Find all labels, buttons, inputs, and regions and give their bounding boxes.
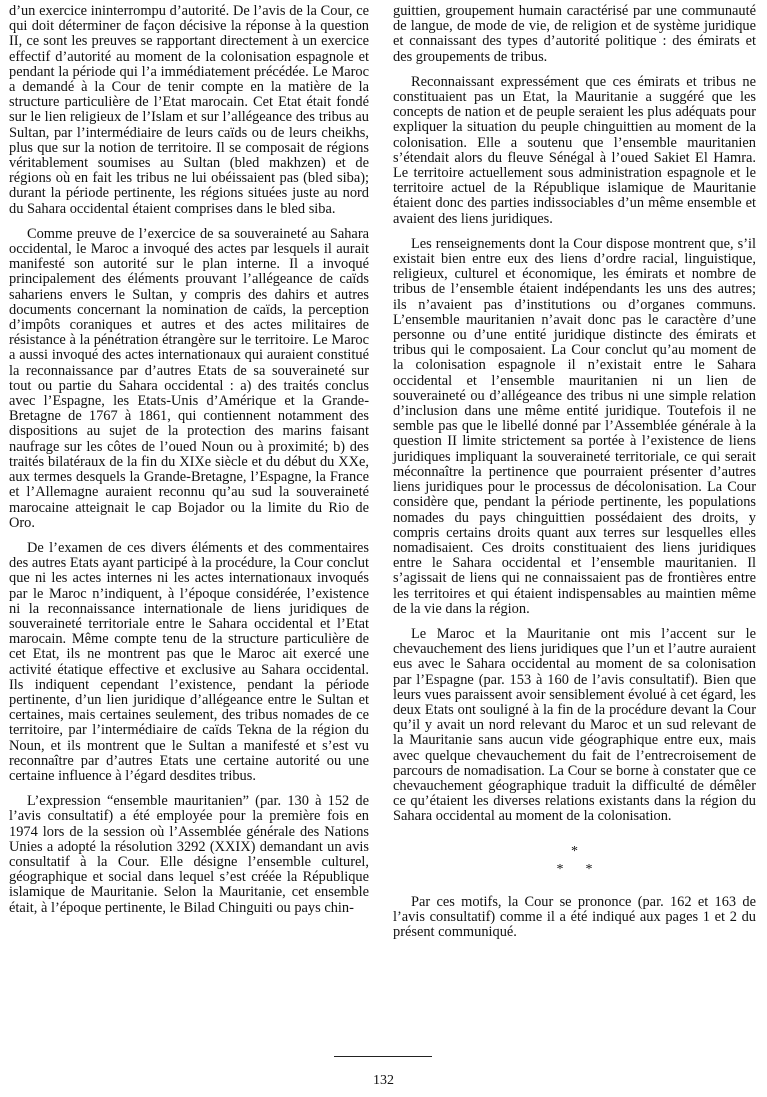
paragraph: De l’examen de ces divers éléments et des commentaires des autres Etats ayant participé à la procédure, la Cour conclut que ni les actes internes ni les actes internationaux invoqués par le Maroc n’indiquent, à l’époque considérée, l’existence ni la reconnaissance internationale de liens juridiques de souveraineté territoriale entre le Sahara occidental et l’Etat marocain. Même compte tenu de la structure particulière de cet Etat, ils ne montrent pas que le Maroc ait exercé une activité étatique effective et exclusive au Sahara occidental. Ils indiquent cependant l’existence, pendant la période pertinente, d’un lien juridique d’allégeance entre le Sultan et certaines, mais certaines seulement, des tribus nomades de ce territoire, par l’intermédiaire de caïds Tekna de la région du Noun, et ils montrent que le Sultan a manifesté et s’est vu reconnaître par d’autres Etats une certaine autorité ou une certaine influence à l’égard desdites tribus. xyxy=(9,539,369,784)
section-separator-asterism xyxy=(393,845,756,877)
asterism-pair: ** xyxy=(556,861,615,877)
right-text-column xyxy=(393,4,756,950)
footer-rule xyxy=(334,1056,432,1057)
paragraph: Le Maroc et la Mauritanie ont mis l’accent sur le chevauchement des liens juridiques que l’un et l’autre auraient eus avec le Sahara occidental au moment de sa colonisation par l’Espagne (par. 153 à 160 de l’avis consultatif). Bien que leurs vues paraissent avoir sensiblement évolué à cet égard, les deux Etats ont souligné à la fin de la procédure devant la Cour qu’il y avait un nord relevant du Maroc et un sud relevant de la Mauritanie sans aucun vide géographique entre eux, mais avec quelque chevauchement du fait de l’entrecroisement de parcours de nomadisation. La Cour se borne à constater que ce chevauchement géographique traduit la difficulté de démêler ce qu’étaient les diverses relations existants dans la région du Sahara occidental au moment de la colonisation. xyxy=(393,625,756,825)
asterism-top: * xyxy=(571,843,578,859)
paragraph: Les renseignements dont la Cour dispose montrent que, s’il existait bien entre eux des liens d’ordre racial, linguistique, religieux, culturel et économique, les émirats et nombre de tribus de l’ensemble étaient indépendants les uns des autres; ils n’avaient pas d’institutions ou d’organes communs. L’ensemble mauritanien n’avait donc pas le caractère d’une personne ou d’une entité juridique distincte des émirats et tribus qui le composaient. La Cour conclut qu’au moment de la colonisation espagnole il n’existait entre le Sahara occidental et l’ensemble mauritanien ni un lien de souveraineté ou d’allégeance des tribus ni une simple relation d’inclusion dans une même entité juridique. Toutefois il ne semble pas que le libellé donné par l’Assemblée générale à la question II limite strictement sa portée à l’existence de liens juridiques impliquant la souveraineté territoriale, ce qui serait méconnaître la pertinence que pourraient présenter d’autres liens juridiques pour le processus de décolonisation. La Cour considère que, pendant la période pertinente, les populations nomades du pays chinguittien possédaient des droits, y compris certains droits quant aux terres sur lesquelles elles nomadisaient. Ces droits constituaient des liens juridiques entre le Sahara occidental et l’ensemble mauritanien. Il s’agissait de liens qui ne connaissaient pas de frontières entre les territoires et qui étaient indispensables au maintien même de la vie dans la région. xyxy=(393,235,756,617)
paragraph: L’expression “ensemble mauritanien” (par. 130 à 152 de l’avis consultatif) a été employée pour la première fois en 1974 lors de la session où l’Assemblée générale des Nations Unies a adopté la résolution 3292 (XXIX) demandant un avis consultatif à la Cour. Elle désigne l’ensemble culturel, géographique et social dans lequel s’est créée la République islamique de Mauritanie. Selon la Mauritanie, cet ensemble était, à l’époque pertinente, le Bilad Chinguiti ou pays chin- xyxy=(9,793,369,916)
paragraph: Reconnaissant expressément que ces émirats et tribus ne constituaient pas un Etat, la Mauritanie a suggéré que les concepts de nation et de peuple seraient les plus adéquats pour expliquer la situation du peuple chinguittien au moment de la colonisation. Elle a soutenu que l’ensemble mauritanien s’étendait alors du fleuve Sénégal à l’oued Sakiet El Hamra. Le territoire actuellement sous administration espagnole et le territoire actuel de la République islamique de Mauritanie étaient donc des parties indissociables d’un même ensemble et avaient des liens juridiques. xyxy=(393,73,756,227)
paragraph: Par ces motifs, la Cour se prononce (par. 162 et 163 de l’avis consultatif) comme il a été indiqué aux pages 1 et 2 du présent communiqué. xyxy=(393,893,756,940)
paragraph: guittien, groupement humain caractérisé par une communauté de langue, de mode de vie, de religion et de système juridique et connaissant des types d’autorité politique : des émirats et des groupements de tribus. xyxy=(393,3,756,65)
left-text-column xyxy=(9,4,369,926)
paragraph: Comme preuve de l’exercice de sa souveraineté au Sahara occidental, le Maroc a invoqué des actes par lesquels il aurait manifesté son autorité sur le plan interne. Il a invoqué principalement des éléments prouvant l’allégeance de caïds sahariens envers le Sultan, y compris des dahirs et autres documents concernant la nomination de caïds, la perception d’impôts coraniques et autres et des actes militaires de résistance à la pénétration étrangère sur le territoire. Le Maroc a aussi invoqué des actes internationaux qui auraient constitué la reconnaissance par d’autres Etats de sa souveraineté sur tout ou partie du Sahara occidental : a) des traités conclus avec l’Espagne, les Etats-Unis d’Amérique et la Grande-Bretagne de 1767 à 1861, qui contiennent notamment des dispositions au sujet de la protection des marins faisant naufrage sur les côtes de l’oued Noun ou à proximité; b) des traités bilatéraux de la fin du XIXe siècle et du début du XXe, aux termes desquels la Grande-Bretagne, l’Espagne, la France et l’Allemagne auraient reconnu qu’au sud la souveraineté marocaine atteignait le cap Bojador ou la limite du Rio de Oro. xyxy=(9,225,369,531)
page-number: 132 xyxy=(373,1073,394,1088)
paragraph: d’un exercice ininterrompu d’autorité. De l’avis de la Cour, ce qui doit déterminer de façon décisive la réponse à la question II, ce sont les preuves se rapportant directement à un exercice effectif d’autorité au moment de la colonisation espagnole et pendant la période qui l’a immédiatement précédée. Le Maroc a demandé à la Cour de tenir compte en la matière de la structure particulière de l’Etat marocain. Cet Etat était fondé sur le lien religieux de l’Islam et sur l’allégeance des tribus au Sultan, par l’intermédiaire de leurs caïds ou de leurs cheikhs, plus que sur la notion de territoire. Il se composait de régions véritablement soumises au Sultan (bled makhzen) et de régions où en fait les tribus ne lui obéissaient pas (bled siba); durant la période pertinente, les régions situées juste au nord du Sahara occidental étaient comprises dans le bled siba. xyxy=(9,3,369,217)
